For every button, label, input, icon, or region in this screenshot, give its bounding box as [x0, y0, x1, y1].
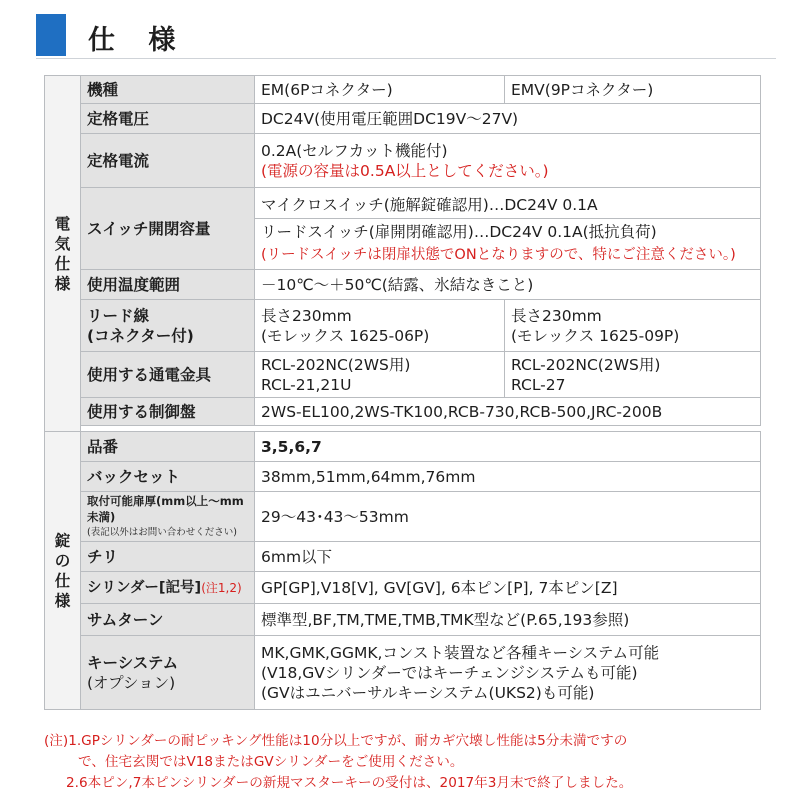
note-1b: で、住宅玄関ではV18またはGVシリンダーをご使用ください。	[78, 754, 464, 770]
label-cylinder	[81, 572, 255, 604]
voltage-value: DC24V(使用電圧範囲DC19V～27V)	[255, 104, 761, 134]
label-switch: スイッチ開閉容量	[81, 188, 255, 270]
row-thumb	[45, 604, 761, 636]
label-keysystem	[81, 636, 255, 710]
group-lock: 錠の仕様	[45, 432, 81, 710]
row-fitting	[45, 352, 761, 398]
cylinder-value: GP[GP],V18[V], GV[GV], 6本ピン[P], 7本ピン[Z]	[255, 572, 761, 604]
switch-note: (リードスイッチは閉扉状態でONとなりますので、特にご注意ください。)	[261, 247, 736, 263]
spec-table	[44, 75, 761, 710]
model-emv: EMV(9Pコネクター)	[505, 76, 761, 104]
label-cylinder-text: シリンダー[記号]	[87, 579, 202, 596]
label-control: 使用する制御盤	[81, 398, 255, 426]
label-model: 機種	[81, 76, 255, 104]
label-thickness	[81, 492, 255, 542]
label-cylinder-note: (注1,2)	[201, 580, 242, 595]
current-cell	[255, 134, 761, 188]
label-lead-1: リード線	[87, 306, 150, 325]
label-lead	[81, 300, 255, 352]
label-current: 定格電流	[81, 134, 255, 188]
lead-em-part: (モレックス 1625-06P)	[261, 326, 430, 345]
label-backset: バックセット	[81, 462, 255, 492]
label-thumb: サムターン	[81, 604, 255, 636]
switch-micro: マイクロスイッチ(施解錠確認用)…DC24V 0.1A	[261, 196, 598, 214]
row-keysystem	[45, 636, 761, 710]
note-1a: (注)1.GPシリンダーの耐ピッキング性能は10分以上ですが、耐カギ穴壊し性能は5分未満ですの	[44, 733, 628, 749]
label-thickness-sub: (表記以外はお問い合わせください)	[87, 526, 237, 538]
fitting-em-1: RCL-202NC(2WS用)	[261, 355, 411, 374]
label-thickness-main: 取付可能扉厚(mm以上～mm未満)	[87, 493, 244, 524]
backset-value: 38mm,51mm,64mm,76mm	[255, 462, 761, 492]
fitting-emv	[505, 352, 761, 398]
label-keysystem-1: キーシステム	[87, 653, 179, 672]
row-part	[45, 432, 761, 462]
page-title: 仕 様	[88, 25, 188, 56]
current-value: 0.2A(セルフカット機能付)	[261, 141, 448, 160]
row-switch	[45, 188, 761, 270]
row-temp	[45, 270, 761, 300]
fitting-em-2: RCL-21,21U	[261, 375, 352, 394]
part-value: 3,5,6,7	[255, 432, 761, 462]
row-backset	[45, 462, 761, 492]
row-lead	[45, 300, 761, 352]
row-model	[45, 76, 761, 104]
control-value: 2WS-EL100,2WS-TK100,RCB-730,RCB-500,JRC-200B	[255, 398, 761, 426]
keysystem-cell	[255, 636, 761, 710]
label-chiri: チリ	[81, 542, 255, 572]
fitting-emv-2: RCL-27	[511, 375, 566, 394]
keysystem-line-2: (V18,GVシリンダーではキーチェンジシステムも可能)	[261, 663, 638, 682]
row-current	[45, 134, 761, 188]
lead-emv	[505, 300, 761, 352]
keysystem-line-3: (GVはユニバーサルキーシステム(UKS2)も可能)	[261, 683, 595, 702]
label-lead-2: (コネクター付)	[87, 326, 194, 345]
note-2: 2.6本ピン,7本ピンシリンダーの新規マスターキーの受付は、2017年3月末で終了しました。	[66, 775, 633, 791]
model-em: EM(6Pコネクター)	[255, 76, 505, 104]
label-temp: 使用温度範囲	[81, 270, 255, 300]
label-fitting: 使用する通電金具	[81, 352, 255, 398]
fitting-em	[255, 352, 505, 398]
temp-value: －10℃～＋50℃(結露、氷結なきこと)	[255, 270, 761, 300]
row-voltage	[45, 104, 761, 134]
chiri-value: 6mm以下	[255, 542, 761, 572]
row-cylinder	[45, 572, 761, 604]
footnotes	[44, 731, 774, 794]
section-header	[36, 10, 776, 59]
row-chiri	[45, 542, 761, 572]
lead-em-length: 長さ230mm	[261, 306, 352, 325]
keysystem-line-1: MK,GMK,GGMK,コンスト装置など各種キーシステム可能	[261, 643, 660, 662]
switch-cell	[255, 188, 761, 270]
title-accent-bar	[36, 14, 66, 56]
label-voltage: 定格電圧	[81, 104, 255, 134]
label-keysystem-2: (オプション)	[87, 673, 176, 692]
lead-emv-length: 長さ230mm	[511, 306, 602, 325]
label-part: 品番	[81, 432, 255, 462]
lead-em	[255, 300, 505, 352]
row-thickness	[45, 492, 761, 542]
switch-reed: リードスイッチ(扉開閉確認用)…DC24V 0.1A(抵抗負荷)	[255, 218, 760, 245]
group-electrical: 電気仕様	[45, 76, 81, 432]
thumb-value: 標準型,BF,TM,TME,TMB,TMK型など(P.65,193参照)	[255, 604, 761, 636]
row-control	[45, 398, 761, 426]
current-note: (電源の容量は0.5A以上としてください。)	[261, 161, 549, 180]
fitting-emv-1: RCL-202NC(2WS用)	[511, 355, 661, 374]
thickness-value: 29～43･43～53mm	[255, 492, 761, 542]
lead-emv-part: (モレックス 1625-09P)	[511, 326, 680, 345]
